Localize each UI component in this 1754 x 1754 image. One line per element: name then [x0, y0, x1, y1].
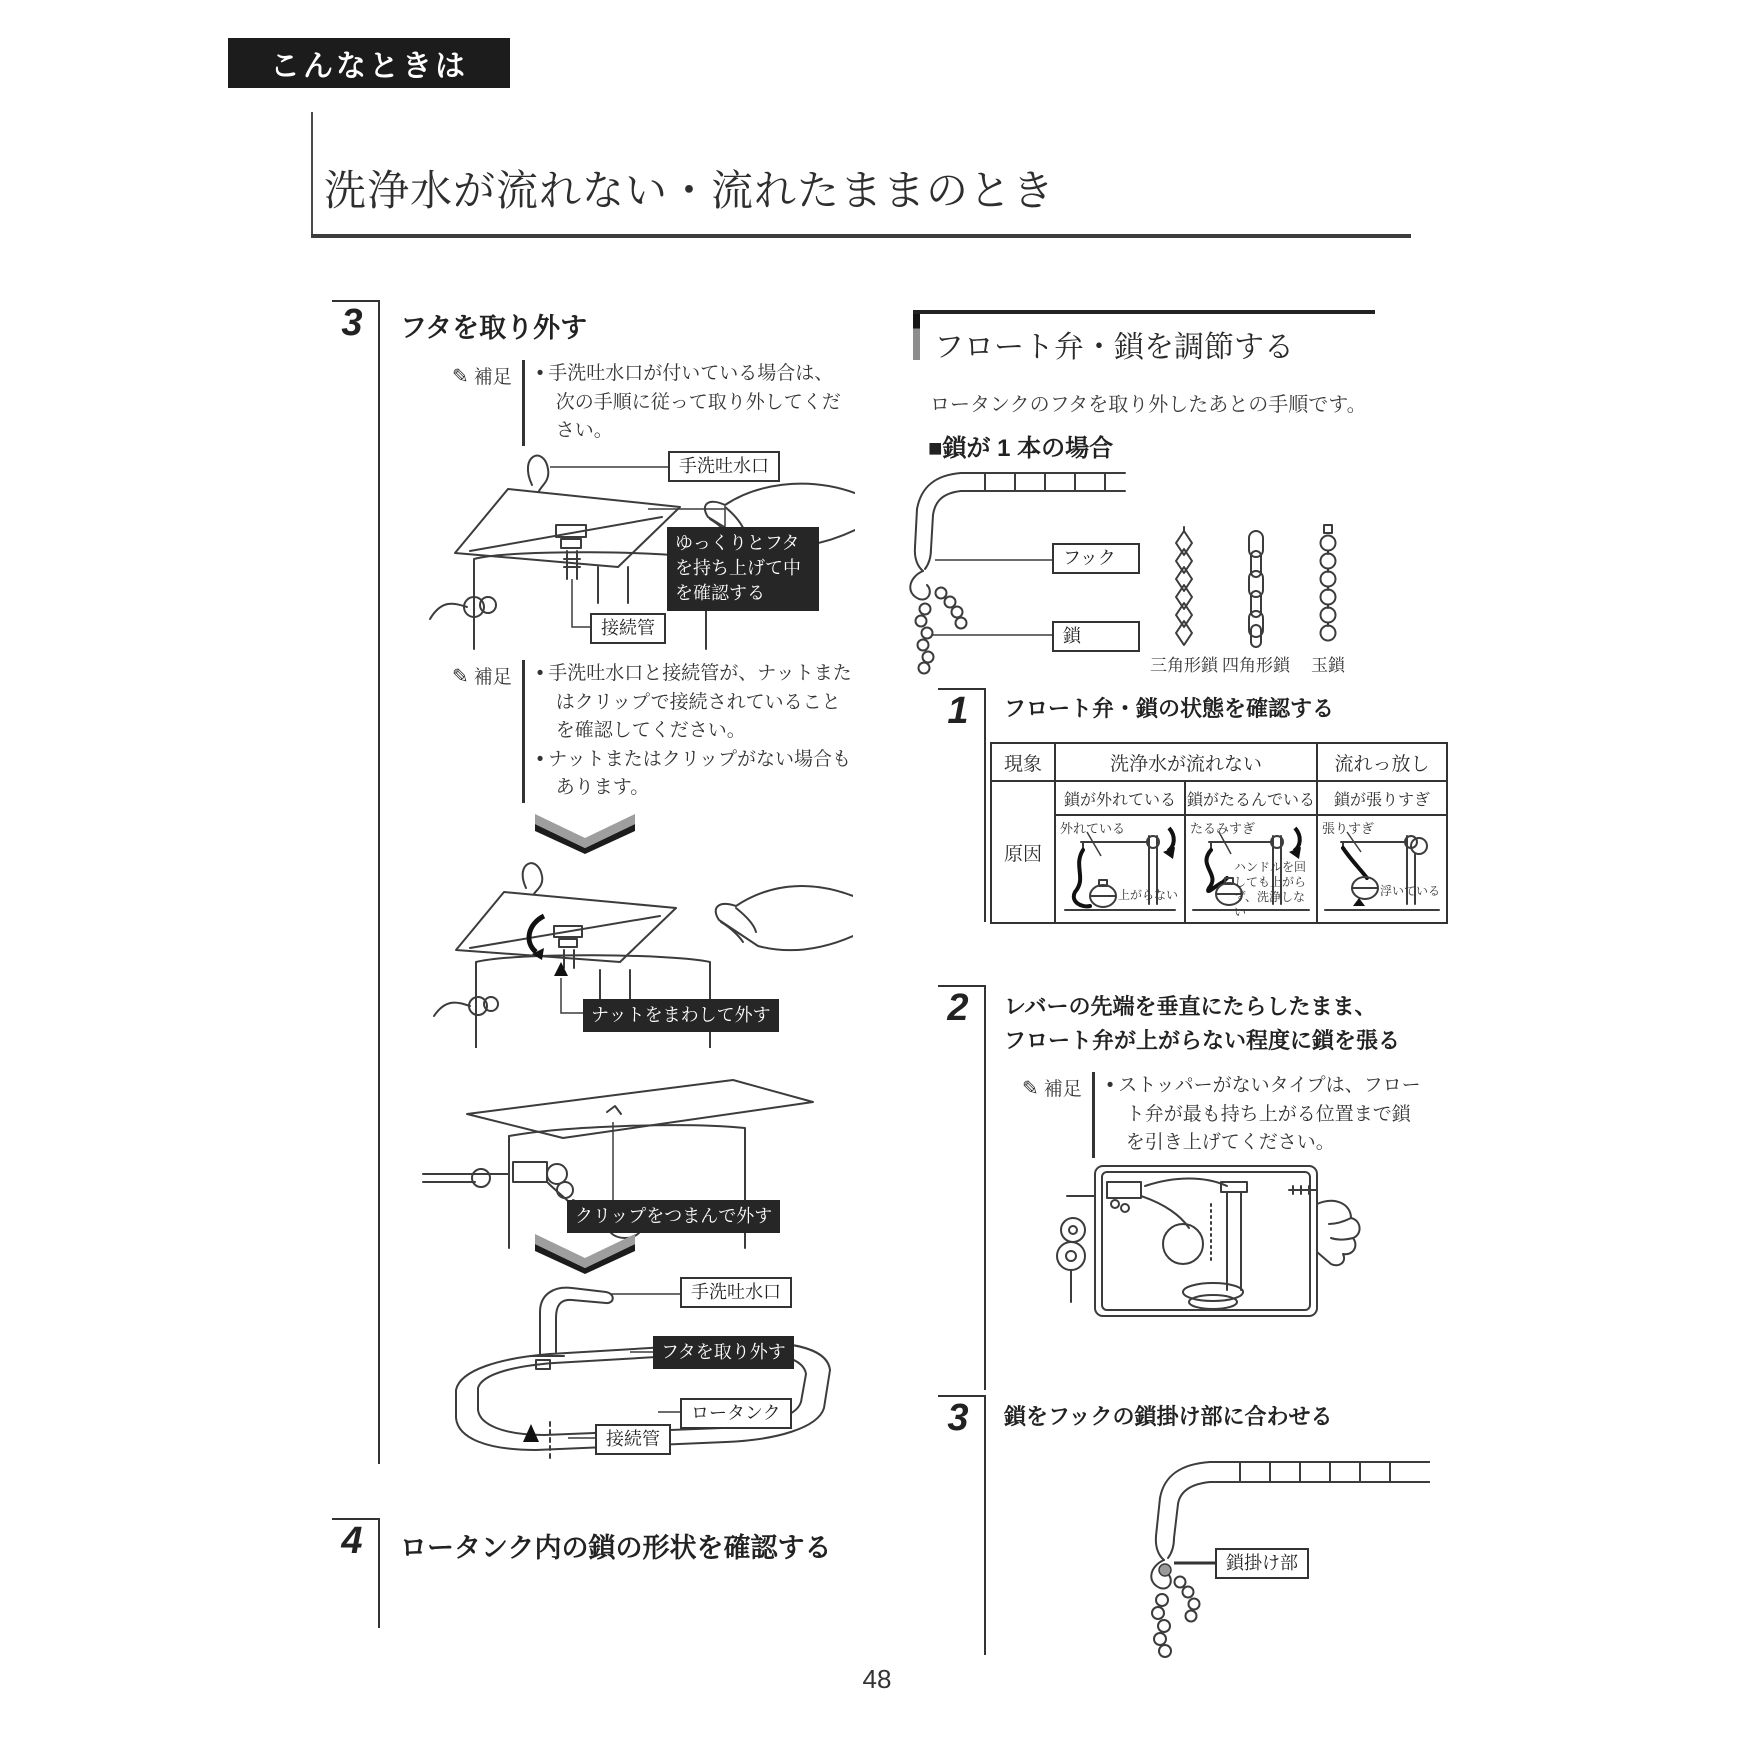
- rstep2-title: レバーの先端を垂直にたらしたまま、 フロート弁が上がらない程度に鎖を張る: [1004, 994, 1401, 1053]
- note-text: • ナットまたはクリップがない場合もあります。: [537, 746, 852, 803]
- section-header: [913, 310, 1375, 366]
- table-sub-detached: 鎖が外れている: [1055, 781, 1185, 815]
- step4-title: ロータンク内の鎖の形状を確認する: [400, 1533, 832, 1563]
- cell-label: たるみすぎ: [1190, 821, 1256, 836]
- rstep2-rule: [984, 985, 986, 1390]
- tank-internals-drawing: [1055, 1152, 1365, 1337]
- chain-type-ball: 玉鎖: [1311, 656, 1345, 675]
- table-header-phenomenon: 現象: [991, 743, 1055, 781]
- note-label: 補足: [1043, 1079, 1082, 1100]
- cell-illustration-slack: [1186, 816, 1316, 922]
- callout-remove-lid: フタを取り外す: [653, 1336, 794, 1369]
- cell-label: 張りすぎ: [1322, 821, 1375, 836]
- section-title: フロート弁・鎖を調節する: [934, 331, 1294, 364]
- rstep3-rule: [984, 1395, 986, 1655]
- note-label: 補足: [473, 367, 512, 388]
- note-label: 補足: [473, 667, 512, 688]
- illustration-tank-internals: [1055, 1152, 1365, 1337]
- page-title: 洗浄水が流れない・流れたままのとき: [324, 167, 1056, 214]
- step3-note2: [452, 660, 852, 803]
- illustration-hook-chain-types: [865, 465, 1425, 680]
- table-header-cause: 原因: [991, 781, 1055, 923]
- label-tank: ロータンク: [680, 1398, 792, 1429]
- callout-remove-clip: クリップをつまんで外す: [567, 1200, 780, 1233]
- table-group-keeps-flowing: 流れっ放し: [1317, 743, 1447, 781]
- down-arrow-icon: [533, 812, 637, 854]
- note-text: • 手洗吐水口と接続管が、ナットまたはクリップで接続されていることを確認してください。: [537, 660, 852, 746]
- illustration-clip-removal: [415, 1078, 840, 1252]
- label-hook: フック: [1052, 543, 1140, 574]
- label-spout: 手洗吐水口: [680, 1277, 792, 1308]
- step3-note1: [452, 360, 852, 446]
- cell-illustration-tight: [1318, 816, 1446, 922]
- callout-remove-nut: ナットをまわして外す: [583, 999, 779, 1032]
- illustration-lid-lift: [420, 435, 855, 650]
- cell-caption: ハンドルを回しても上がらず、洗浄しない: [1234, 860, 1307, 919]
- pencil-icon: ✎: [452, 666, 469, 688]
- chain-type-triangle: 三角形鎖: [1150, 656, 1218, 675]
- label-pipe: 接続管: [590, 613, 666, 644]
- step4-number: 4: [332, 1518, 378, 1567]
- page-number: 48: [862, 1664, 892, 1694]
- section-header-bar: [913, 314, 920, 360]
- rstep3-number: 3: [938, 1395, 984, 1444]
- section-tag-label: こんなときは: [270, 50, 468, 83]
- rstep2-number: 2: [938, 985, 984, 1034]
- step3-number: 3: [332, 300, 378, 349]
- title-vertical-rule: [311, 112, 313, 236]
- illustration-hook-detail: [1100, 1452, 1430, 1660]
- table-group-no-flow: 洗浄水が流れない: [1055, 743, 1317, 781]
- table-sub-slack: 鎖がたるんでいる: [1185, 781, 1317, 815]
- cell-label: 外れている: [1060, 821, 1126, 836]
- rstep1-number: 1: [938, 688, 984, 737]
- illustration-nut-removal: [428, 858, 853, 1048]
- chain-type-square: 四角形鎖: [1222, 656, 1290, 675]
- down-arrow-icon: [533, 1232, 637, 1274]
- label-spout: 手洗吐水口: [668, 451, 780, 482]
- rstep1-rule: [984, 688, 986, 922]
- table-sub-tight: 鎖が張りすぎ: [1317, 781, 1447, 815]
- section-tag: [228, 38, 510, 88]
- rstep2-note: [1022, 1072, 1422, 1158]
- title-underline: [311, 234, 1411, 238]
- illustration-wash-lid: [420, 1272, 860, 1464]
- cell-caption: 浮いている: [1380, 884, 1441, 898]
- section-intro: ロータンクのフタを取り外したあとの手順です。: [930, 394, 1367, 416]
- label-pipe: 接続管: [595, 1424, 671, 1455]
- cell-illustration-detached: [1056, 816, 1184, 922]
- symptom-table: [990, 742, 1448, 924]
- rstep1-title: フロート弁・鎖の状態を確認する: [1004, 696, 1335, 721]
- step4-rule: [378, 1518, 380, 1628]
- hook-chain-drawing: [865, 465, 1425, 680]
- label-chain: 鎖: [1052, 621, 1140, 652]
- rstep3-title: 鎖をフックの鎖掛け部に合わせる: [1004, 1404, 1333, 1429]
- pencil-icon: ✎: [1022, 1078, 1039, 1100]
- subheading-single-chain: ■鎖が 1 本の場合: [928, 435, 1114, 462]
- label-hook-part: 鎖掛け部: [1215, 1548, 1309, 1579]
- note-text: • ストッパーがないタイプは、フロート弁が最も持ち上がる位置まで鎖を引き上げてください。: [1107, 1072, 1422, 1158]
- cell-caption: 上がらない: [1118, 888, 1179, 902]
- callout-lift-lid: ゆっくりとフタを持ち上げて中を確認する: [667, 527, 819, 611]
- step3-rule: [378, 300, 380, 1464]
- note-text: • 手洗吐水口が付いている場合は、次の手順に従って取り外してください。: [537, 360, 852, 446]
- pencil-icon: ✎: [452, 366, 469, 388]
- step3-title: フタを取り外す: [400, 313, 588, 343]
